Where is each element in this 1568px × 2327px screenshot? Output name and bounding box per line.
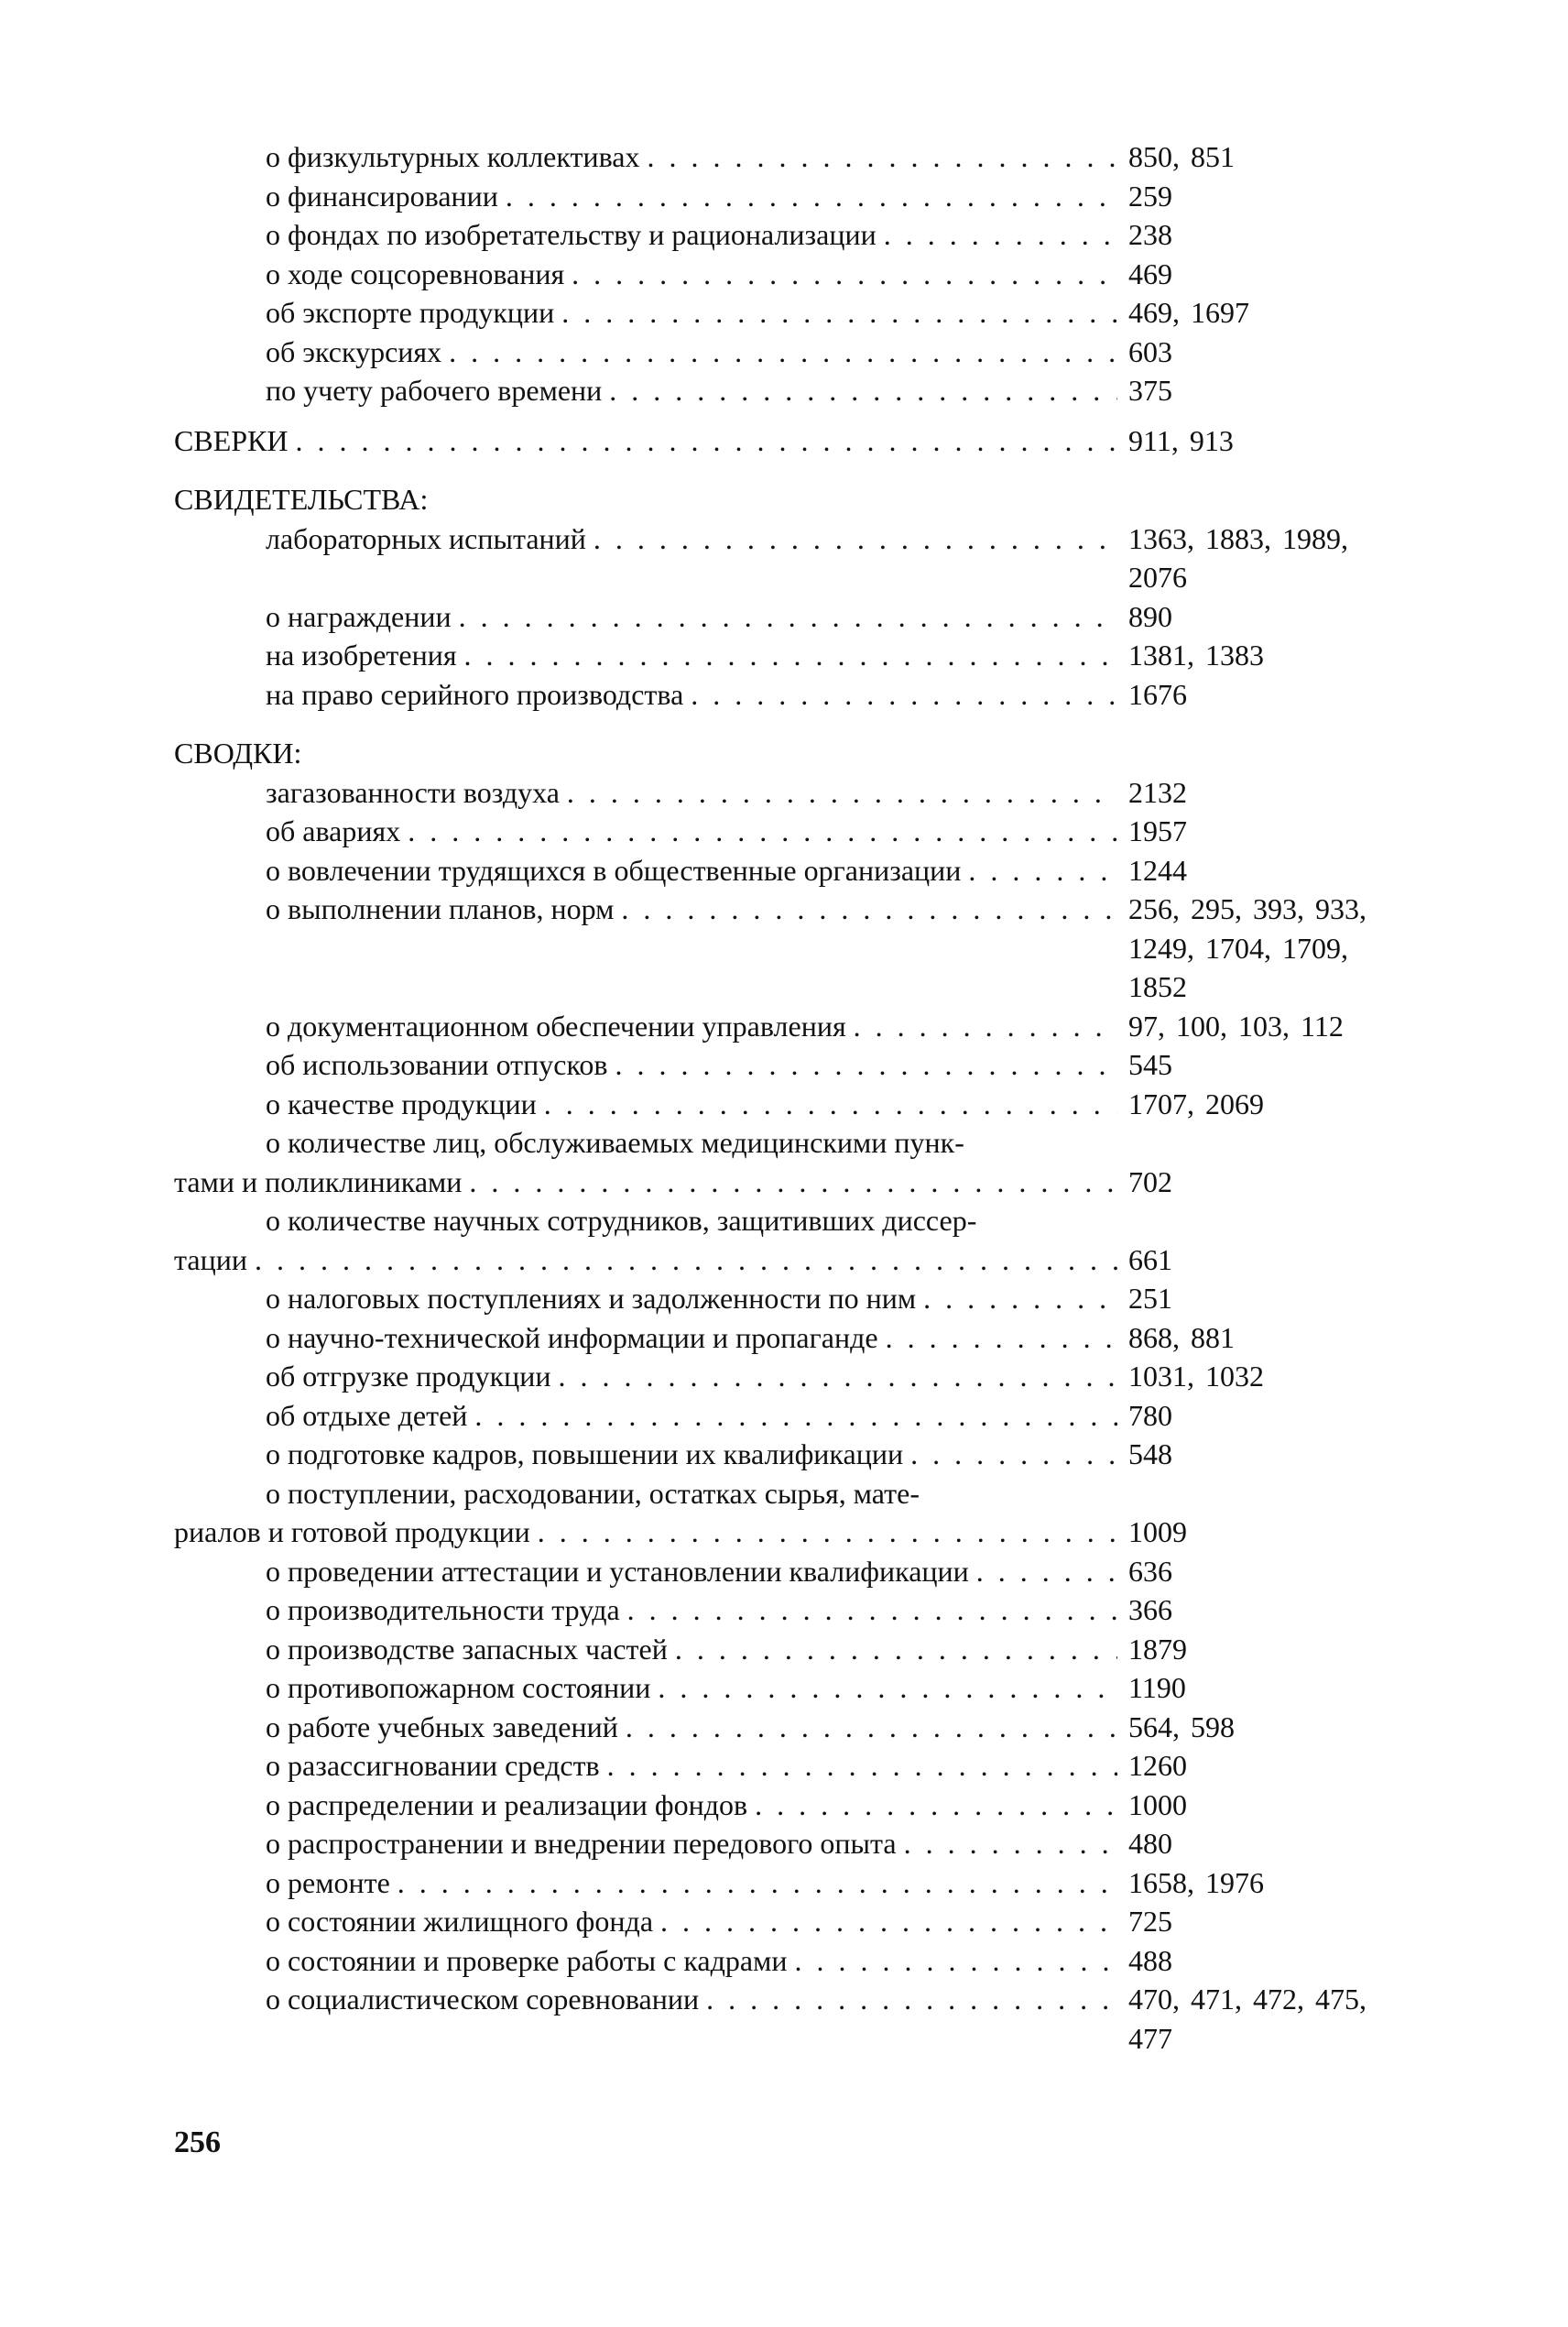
- leader-dots: [621, 890, 1117, 929]
- index-entry: [174, 177, 1410, 216]
- index-entry: [174, 1590, 1410, 1630]
- index-entry: [174, 1630, 1410, 1669]
- entry-text: об отдыхе детей: [266, 1398, 468, 1432]
- entry-text: о социалистическом соревновании: [266, 1983, 700, 2016]
- leader-dots: [459, 597, 1117, 637]
- index-entry: [174, 371, 1410, 410]
- index-entry: [174, 293, 1410, 333]
- index-entry: [174, 1786, 1410, 1825]
- entry-page-numbers: 488: [1128, 1943, 1172, 1977]
- page-number: 256: [174, 2125, 221, 2159]
- entry-wrapped-line: о поступлении, расходовании, остатках сырья, мате-: [266, 1476, 920, 1510]
- entry-page-numbers: 725: [1128, 1905, 1172, 1938]
- entry-page-numbers: 780: [1128, 1398, 1172, 1432]
- entry-text: о производстве запасных частей: [266, 1632, 668, 1666]
- index-entry: [174, 773, 1410, 813]
- entry-text: о ходе соцсоревнования: [266, 257, 565, 290]
- entry-text: лабораторных испытаний: [266, 521, 586, 555]
- index-entry: [174, 675, 1410, 715]
- entry-text: о физкультурных коллективах: [266, 140, 640, 173]
- section-heading-svidetelstva: СВИДЕТЕЛЬСТВА:: [174, 483, 429, 516]
- entry-page-numbers: 1381, 1383: [1128, 639, 1264, 672]
- index-entry: [174, 1980, 1410, 2058]
- index-entry: [174, 1279, 1410, 1318]
- entry-wrapped-line: о количестве научных сотрудников, защитивших диссер-: [266, 1204, 977, 1237]
- leader-dots: [691, 675, 1117, 715]
- entry-page-numbers: 1000: [1128, 1787, 1187, 1821]
- entry-text: риалов и готовой продукции: [174, 1515, 530, 1548]
- index-entry: [174, 1824, 1410, 1863]
- index-entry: [174, 1552, 1410, 1591]
- entry-text: о противопожарном состоянии: [266, 1671, 651, 1704]
- leader-dots: [408, 812, 1117, 851]
- leader-dots: [538, 1513, 1117, 1552]
- entry-page-numbers: 375: [1128, 374, 1172, 407]
- entry-text: об использовании отпусков: [266, 1048, 608, 1081]
- index-entry: [174, 1668, 1410, 1708]
- index-entry: [174, 636, 1410, 675]
- leader-dots: [976, 1552, 1117, 1591]
- index-entry: [174, 597, 1410, 637]
- index-entry: [174, 215, 1410, 255]
- leader-dots: [593, 519, 1117, 559]
- entry-text: о налоговых поступлениях и задолженности по ним: [266, 1282, 917, 1315]
- index-entry: [174, 1357, 1410, 1396]
- leader-dots: [627, 1590, 1117, 1630]
- index-entry: [174, 1045, 1410, 1085]
- index-entry: [174, 333, 1410, 372]
- entry-text: о состоянии и проверке работы с кадрами: [266, 1943, 788, 1977]
- entry-text: о производительности труда: [266, 1593, 620, 1626]
- leader-dots: [626, 1708, 1117, 1747]
- leader-dots: [572, 255, 1117, 294]
- entry-page-numbers: 251: [1128, 1282, 1172, 1315]
- entry-page-numbers: 545: [1128, 1048, 1172, 1081]
- index-entry: [174, 1863, 1410, 1903]
- entry-page-numbers: 1957: [1128, 814, 1187, 847]
- leader-dots: [854, 1007, 1117, 1046]
- entry-page-numbers: 97, 100, 103, 112: [1128, 1009, 1344, 1043]
- entry-page-numbers: 259: [1128, 179, 1172, 213]
- leader-dots: [506, 177, 1117, 216]
- entry-text: о подготовке кадров, повышении их квалификации: [266, 1437, 904, 1470]
- leader-dots: [904, 1824, 1117, 1863]
- entry-page-numbers: 890: [1128, 599, 1172, 633]
- entry-page-numbers: 470, 471, 472, 475, 477: [1128, 1983, 1367, 2055]
- leader-dots: [397, 1863, 1117, 1903]
- entry-page-numbers: 366: [1128, 1593, 1172, 1626]
- leader-dots: [449, 333, 1117, 372]
- leader-dots: [910, 1435, 1117, 1474]
- entry-text: об авариях: [266, 814, 401, 847]
- entry-text: загазованности воздуха: [266, 775, 560, 809]
- leader-dots: [567, 773, 1117, 813]
- index-group-reports-continued: [174, 137, 1410, 410]
- entry-text: о распространении и внедрении передового опыта: [266, 1827, 897, 1860]
- index-entry: [174, 1513, 1410, 1552]
- index-content: [174, 137, 1410, 2058]
- index-entry-sverki: [174, 421, 1410, 461]
- entry-page-numbers: 480: [1128, 1827, 1172, 1860]
- entry-page-numbers: 1190: [1128, 1671, 1186, 1704]
- index-entry: [174, 1435, 1410, 1474]
- entry-page-numbers: 1658, 1976: [1128, 1865, 1264, 1899]
- entry-page-numbers: 469: [1128, 257, 1172, 290]
- entry-text: об отгрузке продукции: [266, 1360, 551, 1393]
- leader-dots: [295, 421, 1117, 461]
- entry-page-numbers: 1676: [1128, 677, 1187, 711]
- leader-dots: [255, 1240, 1117, 1280]
- entry-page-numbers: 661: [1128, 1242, 1172, 1276]
- leader-dots: [755, 1786, 1117, 1825]
- index-entry: [174, 1902, 1410, 1941]
- entry-text: о вовлечении трудящихся в общественные организации: [266, 853, 962, 887]
- entry-text: об экскурсиях: [266, 334, 442, 368]
- entry-page-numbers: 2132: [1128, 775, 1187, 809]
- entry-page-numbers: 1009: [1128, 1515, 1187, 1548]
- entry-page-numbers: 868, 881: [1128, 1320, 1235, 1354]
- index-entry: [174, 255, 1410, 294]
- entry-text: на право серийного производства: [266, 677, 684, 711]
- index-entry: [174, 1163, 1410, 1202]
- index-entry: [174, 890, 1410, 1007]
- index-entry: [174, 1746, 1410, 1786]
- entry-page-numbers: 1707, 2069: [1128, 1087, 1264, 1120]
- index-entry: [174, 1708, 1410, 1747]
- leader-dots: [464, 636, 1117, 675]
- leader-dots: [559, 1357, 1117, 1396]
- index-entry: [174, 1941, 1410, 1981]
- leader-dots: [675, 1630, 1117, 1669]
- index-entry: [174, 519, 1410, 597]
- entry-text: о выполнении планов, норм: [266, 892, 615, 925]
- index-entry: [174, 812, 1410, 851]
- entry-text: тации: [174, 1242, 247, 1276]
- entry-page-numbers: 1031, 1032: [1128, 1360, 1264, 1393]
- entry-text: о распределении и реализации фондов: [266, 1787, 748, 1821]
- entry-text: тами и поликлиниками: [174, 1164, 463, 1198]
- leader-dots: [706, 1980, 1117, 2019]
- entry-text: о состоянии жилищного фонда: [266, 1905, 654, 1938]
- entry-text: на изобретения: [266, 639, 457, 672]
- section-heading-svodki: СВОДКИ:: [174, 737, 302, 770]
- entry-page-numbers: 548: [1128, 1437, 1172, 1470]
- entry-page-numbers: 603: [1128, 334, 1172, 368]
- entry-text: о финансировании: [266, 179, 498, 213]
- leader-dots: [968, 851, 1117, 890]
- leader-dots: [884, 215, 1117, 255]
- entry-page-numbers: 702: [1128, 1164, 1172, 1198]
- entry-text: о работе учебных заведений: [266, 1710, 618, 1743]
- entry-text: о разассигновании средств: [266, 1749, 600, 1782]
- entry-text: о ремонте: [266, 1865, 390, 1899]
- index-entry: [174, 1007, 1410, 1046]
- leader-dots: [794, 1941, 1117, 1981]
- leader-dots: [609, 371, 1117, 410]
- index-entry: [174, 137, 1410, 177]
- entry-text: по учету рабочего времени: [266, 374, 603, 407]
- entry-text: об экспорте продукции: [266, 296, 555, 329]
- entry-text: о документационном обеспечении управления: [266, 1009, 846, 1043]
- entry-page-numbers: 850, 851: [1128, 140, 1235, 173]
- entry-page-numbers: 238: [1128, 218, 1172, 251]
- leader-dots: [647, 137, 1117, 177]
- index-entry: [174, 1318, 1410, 1358]
- leader-dots: [658, 1668, 1117, 1708]
- entry-text: о награждении: [266, 599, 452, 633]
- index-entry: [174, 1396, 1410, 1436]
- entry-page-numbers: 469, 1697: [1128, 296, 1249, 329]
- entry-page-numbers: 564, 598: [1128, 1710, 1235, 1743]
- entry-page-numbers: 1260: [1128, 1749, 1187, 1782]
- entry-page-numbers: 256, 295, 393, 933, 1249, 1704, 1709, 1852: [1128, 892, 1367, 1003]
- entry-text: о качестве продукции: [266, 1087, 537, 1120]
- entry-page-numbers: 1244: [1128, 853, 1187, 887]
- entry-text: о научно-технической информации и пропаганде: [266, 1320, 878, 1354]
- entry-text: о фондах по изобретательству и рационализации: [266, 218, 877, 251]
- leader-dots: [607, 1746, 1117, 1786]
- entry-page-numbers: 1879: [1128, 1632, 1187, 1666]
- leader-dots: [544, 1085, 1117, 1124]
- leader-dots: [469, 1163, 1117, 1202]
- leader-dots: [886, 1318, 1117, 1358]
- leader-dots: [474, 1396, 1117, 1436]
- leader-dots: [561, 293, 1117, 333]
- index-entry: [174, 1240, 1410, 1280]
- index-entry: [174, 851, 1410, 890]
- entry-heading-text: СВЕРКИ: [174, 423, 289, 457]
- entry-text: о проведении аттестации и установлении квалификации: [266, 1554, 969, 1588]
- entry-page-numbers: 911, 913: [1128, 423, 1234, 457]
- entry-page-numbers: 1363, 1883, 1989, 2076: [1128, 521, 1348, 594]
- leader-dots: [660, 1902, 1117, 1941]
- leader-dots: [923, 1279, 1117, 1318]
- entry-page-numbers: 636: [1128, 1554, 1172, 1588]
- leader-dots: [615, 1045, 1117, 1085]
- index-entry: [174, 1085, 1410, 1124]
- entry-wrapped-line: о количестве лиц, обслуживаемых медицинскими пунк-: [266, 1126, 964, 1159]
